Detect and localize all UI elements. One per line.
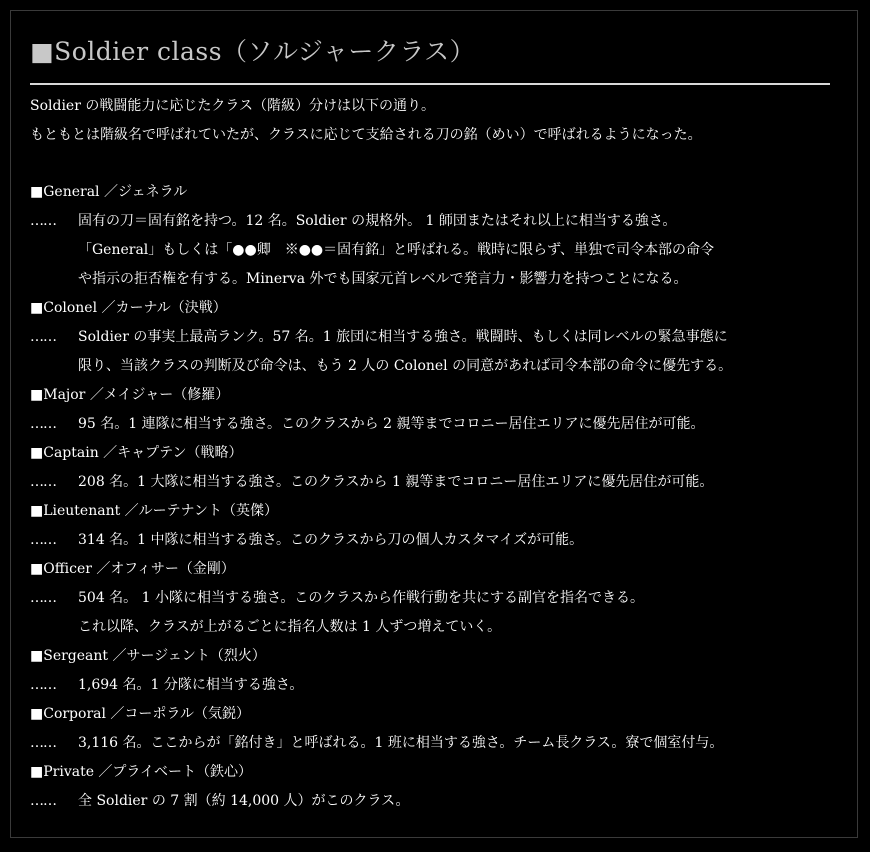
class-detail bbox=[30, 787, 840, 816]
class-entry-officer bbox=[30, 555, 840, 642]
class-heading: ■Colonel ／カーナル（決戦） bbox=[30, 300, 227, 316]
ellipsis-bullet: …… bbox=[30, 213, 56, 229]
class-detail bbox=[30, 729, 840, 758]
title-divider bbox=[30, 83, 830, 85]
detail-line: これ以降、クラスが上がるごとに指名人数は 1 人ずつ増えていく。 bbox=[78, 619, 502, 635]
detail-line: 314 名。1 中隊に相当する強さ。このクラスから刀の個人カスタマイズが可能。 bbox=[78, 532, 584, 548]
class-heading: ■Lieutenant ／ルーテナント（英傑） bbox=[30, 503, 278, 519]
class-entry-sergeant bbox=[30, 642, 840, 700]
detail-line: 「General」もしくは「●●卿 ※●●＝固有銘」と呼ばれる。戦時に限らず、単独で司令本部の命令 bbox=[78, 242, 715, 258]
class-detail bbox=[30, 526, 840, 555]
class-heading: ■Officer ／オフィサー（金剛） bbox=[30, 561, 235, 577]
class-entry-corporal bbox=[30, 700, 840, 758]
class-detail bbox=[30, 323, 840, 381]
class-entry-general bbox=[30, 178, 840, 294]
class-entry-colonel bbox=[30, 294, 840, 381]
intro-paragraph bbox=[30, 92, 702, 150]
class-entry-private bbox=[30, 758, 840, 816]
class-detail bbox=[30, 468, 840, 497]
detail-line: Soldier の事実上最高ランク。57 名。1 旅団に相当する強さ。戦闘時、もしくは同レベルの緊急事態に bbox=[78, 329, 728, 345]
class-detail bbox=[30, 207, 840, 294]
detail-line: や指示の拒否権を有する。Minerva 外でも国家元首レベルで発言力・影響力を持つことになる。 bbox=[78, 271, 688, 287]
class-detail bbox=[30, 410, 840, 439]
class-detail bbox=[30, 671, 840, 700]
class-list bbox=[30, 178, 840, 816]
class-heading: ■General ／ジェネラル bbox=[30, 184, 188, 200]
class-heading: ■Major ／メイジャー（修羅） bbox=[30, 387, 230, 403]
ellipsis-bullet: …… bbox=[30, 416, 56, 432]
intro-line: Soldier の戦闘能力に応じたクラス（階級）分けは以下の通り。 bbox=[30, 98, 435, 114]
detail-line: 504 名。 1 小隊に相当する強さ。このクラスから作戦行動を共にする副官を指名できる。 bbox=[78, 590, 644, 606]
class-heading: ■Corporal ／コーポラル（気鋭） bbox=[30, 706, 250, 722]
detail-line: 95 名。1 連隊に相当する強さ。このクラスから 2 親等までコロニー居住エリアに優先居住が可能。 bbox=[78, 416, 705, 432]
ellipsis-bullet: …… bbox=[30, 329, 56, 345]
class-heading: ■Captain ／キャプテン（戦略） bbox=[30, 445, 243, 461]
class-heading: ■Sergeant ／サージェント（烈火） bbox=[30, 648, 266, 664]
ellipsis-bullet: …… bbox=[30, 677, 56, 693]
detail-line: 1,694 名。1 分隊に相当する強さ。 bbox=[78, 677, 304, 693]
intro-line: もともとは階級名で呼ばれていたが、クラスに応じて支給される刀の銘（めい）で呼ばれるようになった。 bbox=[30, 127, 702, 143]
ellipsis-bullet: …… bbox=[30, 590, 56, 606]
detail-line: 限り、当該クラスの判断及び命令は、もう 2 人の Colonel の同意があれば司令本部の命令に優先する。 bbox=[78, 358, 733, 374]
detail-line: 3,116 名。ここからが「銘付き」と呼ばれる。1 班に相当する強さ。チーム長クラス。寮で個室付与。 bbox=[78, 735, 724, 751]
page-title: ■Soldier class（ソルジャークラス） bbox=[30, 37, 476, 66]
detail-line: 208 名。1 大隊に相当する強さ。このクラスから 1 親等までコロニー居住エリアに優先居住が可能。 bbox=[78, 474, 714, 490]
ellipsis-bullet: …… bbox=[30, 735, 56, 751]
class-entry-lieutenant bbox=[30, 497, 840, 555]
ellipsis-bullet: …… bbox=[30, 474, 56, 490]
ellipsis-bullet: …… bbox=[30, 793, 56, 809]
ellipsis-bullet: …… bbox=[30, 532, 56, 548]
class-entry-captain bbox=[30, 439, 840, 497]
class-detail bbox=[30, 584, 840, 642]
detail-line: 全 Soldier の 7 割（約 14,000 人）がこのクラス。 bbox=[78, 793, 410, 809]
class-entry-major bbox=[30, 381, 840, 439]
class-heading: ■Private ／プライベート（鉄心） bbox=[30, 764, 253, 780]
detail-line: 固有の刀＝固有銘を持つ。12 名。Soldier の規格外。 1 師団またはそれ以上に相当する強さ。 bbox=[78, 213, 677, 229]
